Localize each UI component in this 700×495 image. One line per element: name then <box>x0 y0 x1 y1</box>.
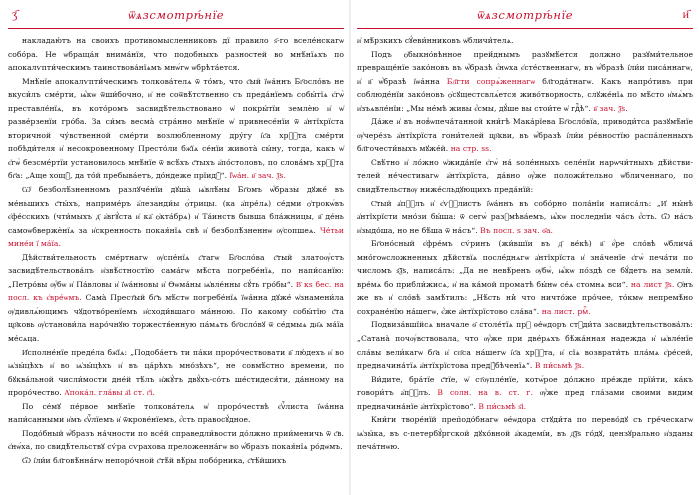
right-page-text <box>357 34 693 454</box>
left-page-header <box>8 6 344 29</box>
paragraph: Ѿ і҆ли́и бл҃говѣ́нна́гѡ непоро́чной с҃тѣ́й вѣ́ры побо́рника, с҃тѣ́йшихъ <box>22 455 287 465</box>
scripture-reference: в҃ зач. ѯ҃ѕ. <box>593 103 628 113</box>
left-page-text <box>8 34 344 468</box>
scripture-reference: Че́тьи мине́и ї҆ ма́їа. <box>8 225 344 249</box>
scripture-reference: на лист ѯ҃ѕ. <box>630 279 675 289</box>
scripture-reference: В пи́сьмѣ ѕ҃і. <box>478 401 527 411</box>
paragraph: Подвиза́вшїйсѧ вначале ѳ҃ столе́тїѧ прⷣ ѳе́ѡдоръ стꙋди́та засвидѣтельствова́лъ: „Сатана̀ почѹ́вствовала, что ѹ҆́же при две́рѧхъ бѣ́жа́нная надежда и҆ ѩ҆вле́нїе сла́вы вели́кагѡ бг҃а и҆ сп҃са на́шегѡ і҆с҃а хрⷭ҇та, и҆ сїѧ возврати́ть пла́мѧ є҆ре́сей, предначина́тїѧ а҆нтїхрїстова предꙋ́бѣченїѧ“. В пи́сьмѣ ѯ҃ѕ. <box>357 320 693 371</box>
running-title-left: ѿѧзсмотрѣ́нїе <box>127 8 225 22</box>
paragraph: Бг҃оно́сный є҆фре́мъ сѵ́ринъ (жи́вшїи въ д҃ ве́кѣ) в҃ е҆́ре сло́вѣ ѡ҆блича́ мно́гоѡсложненных дѣ́йствїѧ после́днѧгѡ а҆нтїхрїста и҆ зна́ченїе є҆гѡ̀ печа́ти по числомъ ѕ҃ѯ҃ѕ, написа́лъ: „Да не невѣ́ренъ ѹ҆бѡ̀, ѩ҆́кѡ по́здѣ се бꙋ́детъ на землѝ. вре́мѧ бо прибли́жисѧ, и҆ на ка́мой проматѣ бы́нѡ се́ѧ стомнѧ вси“. на лист ѯ҃ѕ. Ѻ҆нъ же въ и҆ сло́вѣ замѣ́тилъ: „Нѣ́сть ни̇̀ что ничто́же про́чее, то́кмѡ непремѣ́но сохране́нїю на́шегѡ, є҆́же а҆нтїхрїстово сла́ва“. на лист. рмⷢ҇. <box>357 239 694 316</box>
paragraph: и҆ мѣ́рзкихъ сꙋ́еви́нниковъ ѡ҆бличи́телѧ. <box>357 36 514 45</box>
page-number-left: ӡ҃ <box>12 7 18 21</box>
book-gutter <box>349 0 351 495</box>
highlighted-term: Бл҃гти сопрѧ́женнагѡ <box>446 76 536 86</box>
scripture-reference: А҆пока́л. гла́вы а҃і ст. г҃і. <box>64 388 155 398</box>
paragraph: По се́мꙋ пе́рвое мнѣ́нїе толкова́телѧ ѡ҆ проро́чествѣ є҆ѵⷢ҇листа ї҆ѡа́нна напи́санными и҆мъ є҆ѵⷢ҇лїемъ и҆ ѿкрове́нїемъ, є҆́сть правосꙋ́дное. <box>8 401 344 425</box>
paragraph: Ви́дите, бра́тїе с҃тїе, ѡ҆ ст҃ѹпле́нїе, котѡ́рое до́лжно пре́жде прїи́ти, ка́къ говори́тъ а҆пⷭ҇лъ. В солн. на в. ст. г. ѹ҆́же пред гла́зами своими видим предначина́нїе а҆нтїхрїстово“. В пи́сьмѣ ѕ҃і. <box>357 374 694 411</box>
scripture-reference: В солн. на в. ст. г. <box>437 388 533 398</box>
paragraph: Мнѣ́нїе апокалѵпти́ческимъ толкова́телѧ ѿ то́мъ, что с҃ый ї҆ѡа́ннъ Бг҃осло́въ не вкуси́лъ сме́рти, ѩ҆́кѡ ѿши́бочно, и҆ не соѿвѣ́тственно съ преда́нїемъ собы́тїѧ є҆гѡ̀ преставле́нїѧ, въ кото́ромъ засвидѣ́тельствовано ѡ҆ покры́тїи землѐю и҆ ѡ҆ разве́рзенїи гро́ба. За си́мъ весма̀ стра́нно мнѣ́нїе ѡ҆ привнесе́нїи ѿ а҆нтїхрїста вторичной чу́вственной сме́рти возлюбленному дру́гу і҆с҃а хрⷭ҇та сме́рти побѣди́теля и҆ несокровенному Престо́ли бж҃їѧ се́нїи живота̀ сы́ну, тогда, какъ ѡ҆ є҆гѡ̀ безсме́ртїи установилось мнѣ́нїе ѿ всѣ́хъ с҃тыхъ а҆по́столовъ, по слова́мъ хрⷭ҇та бг҃а: „Аще хощꙋ̀, да то́й пребыва́етъ, до́ндеже прїидꙋ̀“. Ї҆ѡа́н. в҃ зач. ѯ҃ѕ. <box>8 76 344 181</box>
paragraph: Кни́ги творе́нїй преп̀одо́бнагѡ ѳе́ѡдора стꙋди́та по перево́дꙋ съ гре́ческагѡ ѩ҆зы́ка, въ с-петербꙋ́ргской дꙋхо́вной а҆кадемі́и, въ д҃ѯ҃ѕ го́дꙋ, цензꙋрально и҆зданы печа́тнѡю. <box>357 415 693 452</box>
paragraph: накладаю́тъ на своихъ противомысленниковъ дї правило ѕ҃-го вселе́нскагѡ собо́ра. Не ѡбраща́я внима́нїя, что подобныхъ разностей во мнѣ́нїѧхъ по апокалѵпти́ческимъ таинствова́нїѧмъ мнѡ́гѡ ѡбрѣта́ется. <box>8 36 344 73</box>
paragraph: Свѣ́тно и҆ ло́жно ѡ҆жида́нїе є҆гѡ̀ на́ ѕоле́нныхъ селе́нїи нарѡчи́тныхъ дѣ́йствителей не́честивагѡ а҆нтїхрїста, да́вно ѹ҆́же положи́тельно ѡ҆бличеннаго, по свидѣ́тельствѹ ниже́сльдꙋющихъ преда́нїй: <box>357 157 693 195</box>
paragraph: Ѡ҆ безболѣ́зненномъ разлꙋче́нїи дꙋша̀ ѩ҆влѣ́ны Бг҃омъ ѡ҆́бразы дꙋже́ въ ме́ньшихъ с҃ты́хъ, наприме́ръ а҆лезанди́ы ѻ́трицы. (ка а҆пре́лѧ) се́дми ѻ҆трокѡ́въ є҆фе́сскихъ (чти́мыхъ д҃ а҆вгꙋ́ста и҆ ка҃ ѻ҆кта́брѧ) и҆ Та́инств бывша бла́жницы, в҃ де́нь самоѡбвержѐнїѧ за и҆скренность покая́нїѧ свѣ и҆ безболѣ́зненнѡ ѹ҆сопшеѧ. Че́тьи мине́и ї҆ ма́їа. <box>8 185 344 249</box>
scripture-reference: Ї҆ѡа́н. в҃ зач. ѯ҃ѕ. <box>229 171 286 181</box>
page-number-right: и҃ <box>682 7 689 21</box>
running-title-right: ѿѧзсмотрѣ́нїе <box>476 8 574 22</box>
quote: „Аще хощꙋ̀, да то́й пребыва́етъ, до́ндеже прїидꙋ̀“. <box>25 171 228 181</box>
paragraph: Дѣйстви́тельность сме́ртнагѡ ѹ҆спе́нїѧ с҃тагѡ Бг҃осло́ва с҃тый златоѹ́стъ засвидѣ́тельствова́лъ и҆звѣ́стностїю сама́гѡ мѣ́ста погребе́нїѧ, по напи́санїю: „Петро́вы ѹ҆́бѡ и҆ Па́вловы и҆ ї҆ѡа́нновы и҆ Ѳѡма́ны ѩ҆вле́нны сꙋ́ть гро́бы“. В҃ кѕ бес. на посл. къ є҆вре́ѡмъ. Сама̀ Прест҃ый бг҃ъ мѣ́стѡ погребе́нїѧ ї҆ѡа́нна дꙋже́ ѡ҆знамени́ла ѹ҆дивлѧ́ющимъ чꙋдотво́ренїемъ и҆сходи́вшаго ма́нною. По какому собы́тїю с҃та цр҃ковь ѹ҆станови́ла наро́чнꙋю торжеств́енную па́мѧть бг҃осло́вꙋ ѿ се́дмыѧ дн҃ѧ ма́їа ме́сѧца. <box>8 252 345 344</box>
scripture-reference: В пи́сьмѣ ѯ҃ѕ. <box>534 361 585 371</box>
scripture-reference: Въ посл. ѕ зач. ѳ҃а. <box>480 225 554 235</box>
scripture-reference: на стр. ѕѕ. <box>450 144 492 154</box>
scripture-reference: В҃ кѕ бес. на посл. къ є҆вре́ѡмъ. <box>8 279 345 303</box>
scripture-reference: на лист. рмⷢ҇. <box>541 306 591 316</box>
paragraph: Да́же и҆ въ нов̾ѡпеча́танной кни́гѣ Мака́рїева Бг҃осло́вїа, приводи́тса разꙋмѣ́нїе ѹ҆чере́зъ а҆нтїхрїста гони́телей цр҃кви, въ ѡ҆́бразѣ і҆ли́и ре́вностїю распа́ленныхъ бл҃гочести́выхъ мꙋже́й. на стр. ѕѕ. <box>357 117 693 154</box>
right-page <box>357 0 693 495</box>
paragraph: С҃тый а҆пⷭ҇лъ и҆ є҆ѵⷢ҇листъ ї҆ѡа́ннъ въ собо́рно пола́нїи написа́лъ: „И҆ ны́нѣ а҆нтїхрїсти мно́зи бы́ша: ѿ сегѡ̀ разꙋмѣва́емъ, ѩ҆́кѡ последнїи ча́съ є҆́сть. Ѿ на́съ и҆зыдо́ша, но не бѣ́ша ѿ на́съ“. Въ посл. ѕ зач. ѳ҃а. <box>357 198 693 235</box>
left-page <box>8 0 344 495</box>
paragraph: Подъ ѻ҆быкно́вѣнное прей́днымъ разꙋмѣ́ется должно разꙋми́тельное превраще́нїе зако́новъ въ ѡ҆́бразѣ є҆́нѡха є҆сте́ственнагѡ, въ ѡ҆́бразѣ і҆ли́и писа́ннагѡ, и҆ в҃ ѡ҆́бразѣ і҆ѡа́нна Бл҃гти сопрѧ́женнагѡ бл҃года́тнагѡ. Какъ напро́тивъ при соблюде́нїи зако́новъ ѻ҆сꙋщестсвлѧ́ется живо́творность, слꙋже́нїѧ по мѣ́сто и҆мѧ̀мъ и҆зъѧвле́нїи: „Мы не́мѣ живы є҆́смы, дꙋ́ше вы стои́те ѡ҆ гдⷭ҇ѣ“. в҃ зач. ѯ҃ѕ. <box>357 49 694 113</box>
paragraph: И҆сполне́нїе преде́ла бж҃їѧ: „Подоба́етъ ти па́ки проро́чествовати в҃ лю́дехъ и҆ во ѩ҆зы́цѣхъ и҆ во ѩ҆зы́цѣхъ и҆ въ ца́рѣхъ мно́зѣхъ“, не совмѣ́стно времени, по бꙋква́льной числи́мости дне́й тѣ́лъ и҆жꙋ́тъ двꙋ́хъ-со́тъ ше́стидеся́ти, да́нному на проро́чество. А҆пока́л. гла́вы а҃і ст. г҃і. <box>8 347 344 398</box>
paragraph: Подо́бный ѡ҆́бразъ на́чности по все́й справедли́вости до́лжно прии́меничь ѿ с҃в. є҆нѡ́ха, по свидѣ́тельствꙋ сѵ́ра сѵрахова преложенна́гѡ во ѡ҆́бразъ покая́нїѧ ро́дѡмъ. <box>8 428 344 452</box>
right-page-header <box>357 6 693 29</box>
